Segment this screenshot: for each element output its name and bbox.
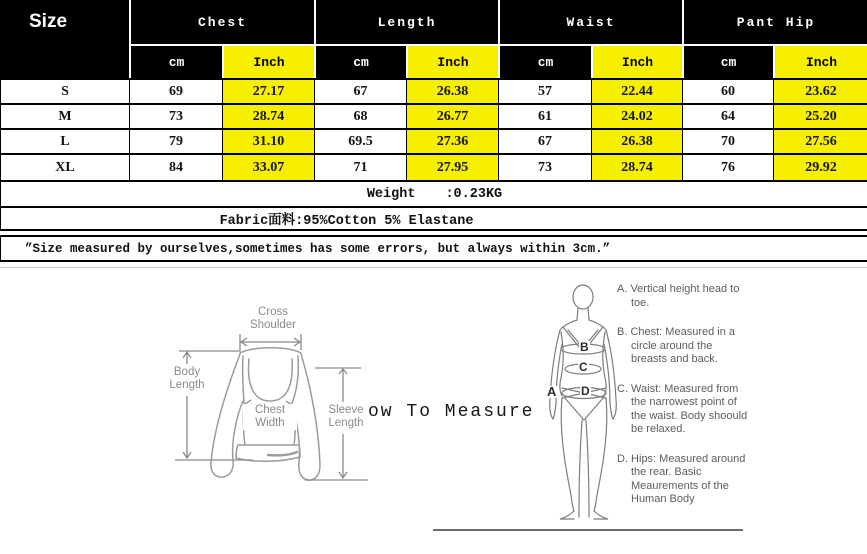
chest-cm-value: 79: [129, 128, 222, 153]
size-cell: XL: [1, 153, 129, 180]
hip-cm-value: 70: [682, 128, 773, 153]
hip-cm-value: 60: [682, 78, 773, 103]
instruction-item-d: D. Hips: Measured around the rear. Basic Meaurements of the Human Body: [617, 452, 746, 505]
hip-inch-value: 27.56: [773, 128, 867, 153]
marker-d: D: [581, 384, 590, 398]
hip-inch-value: 29.92: [773, 153, 867, 180]
waist-cm-value: 73: [498, 153, 591, 180]
chest-inch-value: 28.74: [222, 103, 314, 128]
waist-inch-value: 22.44: [591, 78, 682, 103]
waist-group-header: Waist: [498, 0, 682, 44]
hip-inch-value: 25.20: [773, 103, 867, 128]
size-header-cell: Size: [1, 0, 129, 78]
length-inch-header: Inch: [406, 44, 498, 78]
hip-cm-header: cm: [682, 44, 773, 78]
instruction-item-a: A. Vertical height head to toe.: [617, 283, 740, 309]
pant-hip-group-header: Pant Hip: [682, 0, 867, 44]
length-cm-value: 69.5: [314, 128, 406, 153]
waist-cm-value: 67: [498, 128, 591, 153]
size-cell: L: [1, 128, 129, 153]
chest-inch-value: 31.10: [222, 128, 314, 153]
hip-inch-header: Inch: [773, 44, 867, 78]
marker-a: A: [547, 384, 557, 399]
marker-b: B: [580, 340, 589, 354]
weight-label: Weight: [366, 186, 416, 202]
chest-cm-value: 84: [129, 153, 222, 180]
sleeve-length-label: Sleeve Length: [324, 404, 368, 430]
waist-inch-value: 28.74: [591, 153, 682, 180]
measure-instructions: [617, 283, 750, 523]
chest-cm-header: cm: [129, 44, 222, 78]
body-length-label: Body Length: [160, 366, 214, 392]
waist-cm-header: cm: [498, 44, 591, 78]
hip-cm-value: 76: [682, 153, 773, 180]
length-group-header: Length: [314, 0, 498, 44]
fabric-text: Fabric面料:95%Cotton 5% Elastane: [219, 214, 474, 229]
hip-inch-value: 23.62: [773, 78, 867, 103]
weight-value: :0.23KG: [445, 186, 503, 202]
size-cell: M: [1, 103, 129, 128]
instruction-item-b: B. Chest: Measured in a circle around the breasts and back.: [617, 326, 736, 365]
waist-inch-value: 26.38: [591, 128, 682, 153]
how-to-measure-title: ow To Measure: [368, 402, 535, 422]
length-cm-header: cm: [314, 44, 406, 78]
size-cell: S: [1, 78, 129, 103]
measurement-disclaimer: ”Size measured by ourselves,sometimes has some errors, but always within 3cm.”: [0, 235, 867, 262]
marker-c: C: [579, 360, 588, 374]
length-inch-value: 27.36: [406, 128, 498, 153]
instruction-item-c: C. Waist: Measured from the narrowest point of the waist. Body shoould be relaxed.: [617, 382, 748, 435]
human-figure: [550, 285, 617, 519]
chest-group-header: Chest: [129, 0, 314, 44]
chest-inch-header: Inch: [222, 44, 314, 78]
length-cm-value: 67: [314, 78, 406, 103]
waist-cm-value: 61: [498, 103, 591, 128]
chest-inch-value: 33.07: [222, 153, 314, 180]
chest-inch-value: 27.17: [222, 78, 314, 103]
chest-cm-value: 69: [129, 78, 222, 103]
hip-cm-value: 64: [682, 103, 773, 128]
waist-inch-value: 24.02: [591, 103, 682, 128]
chest-cm-value: 73: [129, 103, 222, 128]
length-cm-value: 68: [314, 103, 406, 128]
length-inch-value: 26.77: [406, 103, 498, 128]
length-cm-value: 71: [314, 153, 406, 180]
waist-cm-value: 57: [498, 78, 591, 103]
length-inch-value: 26.38: [406, 78, 498, 103]
waist-inch-header: Inch: [591, 44, 682, 78]
chest-width-label: Chest Width: [243, 404, 297, 430]
length-inch-value: 27.95: [406, 153, 498, 180]
cross-shoulder-label: Cross Shoulder: [249, 306, 297, 331]
